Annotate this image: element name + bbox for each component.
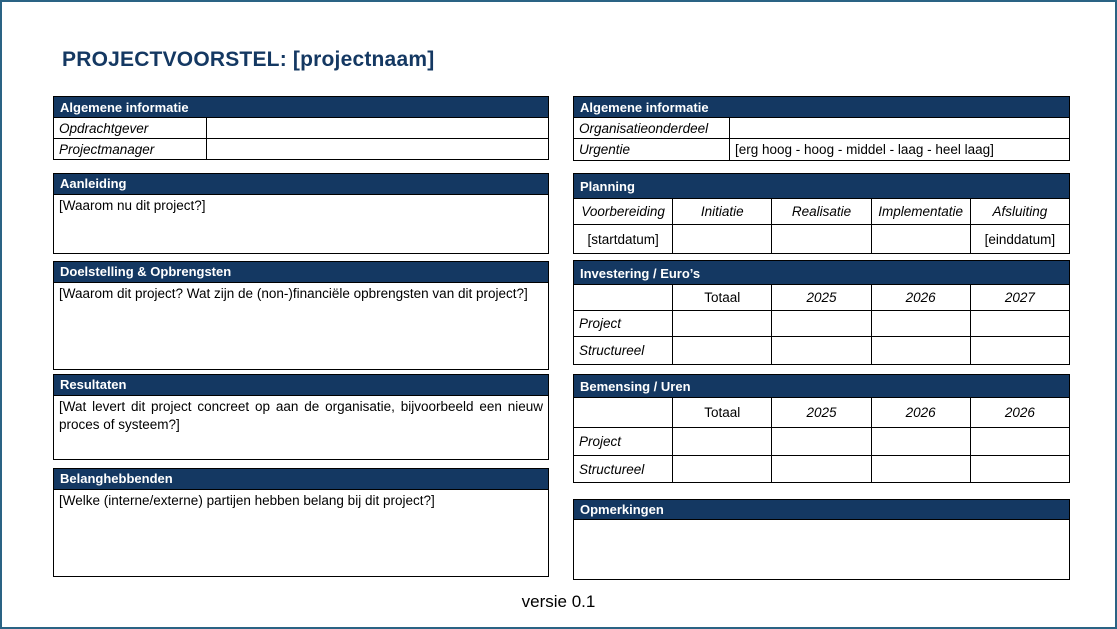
section-header-aanleiding: Aanleiding — [53, 173, 549, 195]
section-header-belanghebbenden: Belanghebbenden — [53, 468, 549, 490]
section-investering — [573, 260, 1070, 365]
investering-row-project-label: Project — [574, 311, 673, 337]
algemene-informatie-left-table — [53, 96, 549, 160]
label-organisatieonderdeel: Organisatieonderdeel — [574, 118, 730, 139]
section-header-doelstelling: Doelstelling & Opbrengsten — [53, 261, 549, 283]
value-opdrachtgever[interactable] — [207, 118, 549, 139]
version-label: versie 0.1 — [521, 592, 596, 611]
investering-col-totaal: Totaal — [673, 285, 772, 311]
planning-col-initiatie: Initiatie — [673, 199, 772, 225]
investering-project-2027[interactable] — [970, 311, 1069, 337]
bemensing-structureel-2026b[interactable] — [970, 456, 1069, 483]
bemensing-col-2026b: 2026 — [970, 398, 1069, 428]
label-opdrachtgever: Opdrachtgever — [54, 118, 207, 139]
investering-structureel-2025[interactable] — [772, 337, 871, 365]
investering-structureel-totaal[interactable] — [673, 337, 772, 365]
algemene-informatie-right-table — [573, 96, 1070, 161]
planning-col-afsluiting: Afsluiting — [970, 199, 1069, 225]
doelstelling-placeholder: [Waarom dit project? Wat zijn de (non-)financiële opbrengsten van dit project?] — [59, 286, 528, 301]
investering-col-2026: 2026 — [871, 285, 970, 311]
bemensing-col-blank — [574, 398, 673, 428]
section-header-algemene-informatie-left: Algemene informatie — [54, 97, 549, 118]
bemensing-row-structureel-label: Structureel — [574, 456, 673, 483]
planning-col-implementatie: Implementatie — [871, 199, 970, 225]
resultaten-textbox[interactable] — [53, 395, 549, 460]
section-algemene-informatie-left — [53, 96, 549, 160]
investering-project-totaal[interactable] — [673, 311, 772, 337]
label-projectmanager: Projectmanager — [54, 139, 207, 160]
investering-col-2027: 2027 — [970, 285, 1069, 311]
section-opmerkingen — [573, 499, 1070, 580]
investering-table — [573, 260, 1070, 365]
planning-value-implementatie[interactable] — [871, 225, 970, 254]
bemensing-project-totaal[interactable] — [673, 428, 772, 456]
planning-col-voorbereiding: Voorbereiding — [574, 199, 673, 225]
bemensing-table — [573, 374, 1070, 483]
aanleiding-textbox[interactable] — [53, 194, 549, 254]
section-header-bemensing: Bemensing / Uren — [574, 375, 1070, 398]
doelstelling-textbox[interactable] — [53, 282, 549, 370]
bemensing-project-2026[interactable] — [871, 428, 970, 456]
belanghebbenden-textbox[interactable] — [53, 489, 549, 577]
planning-value-einddatum[interactable]: [einddatum] — [970, 225, 1069, 254]
investering-project-2025[interactable] — [772, 311, 871, 337]
planning-value-initiatie[interactable] — [673, 225, 772, 254]
investering-project-2026[interactable] — [871, 311, 970, 337]
opmerkingen-textbox[interactable] — [573, 519, 1070, 580]
value-projectmanager[interactable] — [207, 139, 549, 160]
bemensing-project-2025[interactable] — [772, 428, 871, 456]
investering-col-blank — [574, 285, 673, 311]
bemensing-project-2026b[interactable] — [970, 428, 1069, 456]
bemensing-structureel-totaal[interactable] — [673, 456, 772, 483]
section-bemensing — [573, 374, 1070, 483]
bemensing-col-2026: 2026 — [871, 398, 970, 428]
section-header-investering: Investering / Euro’s — [574, 261, 1070, 285]
planning-table — [573, 173, 1070, 254]
investering-row-structureel-label: Structureel — [574, 337, 673, 365]
section-resultaten — [53, 374, 549, 460]
investering-col-2025: 2025 — [772, 285, 871, 311]
bemensing-col-2025: 2025 — [772, 398, 871, 428]
aanleiding-placeholder: [Waarom nu dit project?] — [59, 198, 206, 213]
planning-col-realisatie: Realisatie — [772, 199, 871, 225]
section-header-opmerkingen: Opmerkingen — [573, 499, 1070, 520]
belanghebbenden-placeholder: [Welke (interne/externe) partijen hebben belang bij dit project?] — [59, 493, 435, 508]
section-planning — [573, 173, 1070, 254]
section-doelstelling — [53, 261, 549, 370]
bemensing-col-totaal: Totaal — [673, 398, 772, 428]
investering-structureel-2027[interactable] — [970, 337, 1069, 365]
section-header-planning: Planning — [574, 174, 1070, 199]
section-aanleiding — [53, 173, 549, 254]
resultaten-placeholder: [Wat levert dit project concreet op aan de organisatie, bijvoorbeeld een nieuw proces of systeem?] — [59, 399, 543, 432]
bemensing-structureel-2025[interactable] — [772, 456, 871, 483]
section-algemene-informatie-right — [573, 96, 1070, 161]
section-header-algemene-informatie-right: Algemene informatie — [574, 97, 1070, 118]
section-header-resultaten: Resultaten — [53, 374, 549, 396]
value-urgentie[interactable]: [erg hoog - hoog - middel - laag - heel laag] — [730, 139, 1070, 161]
investering-structureel-2026[interactable] — [871, 337, 970, 365]
label-urgentie: Urgentie — [574, 139, 730, 161]
section-belanghebbenden — [53, 468, 549, 577]
bemensing-row-project-label: Project — [574, 428, 673, 456]
bemensing-structureel-2026[interactable] — [871, 456, 970, 483]
value-organisatieonderdeel[interactable] — [730, 118, 1070, 139]
page-title: PROJECTVOORSTEL: [projectnaam] — [62, 48, 435, 71]
planning-value-realisatie[interactable] — [772, 225, 871, 254]
planning-value-startdatum[interactable]: [startdatum] — [574, 225, 673, 254]
